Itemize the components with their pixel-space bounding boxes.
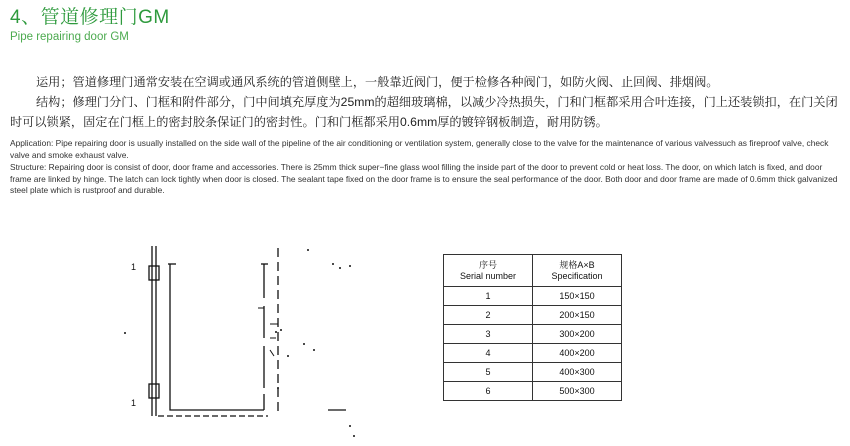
page-title: 4、管道修理门GM [10, 7, 170, 28]
table-row [444, 287, 622, 306]
table-row [444, 344, 622, 363]
spec-cell: 400×300 [533, 363, 622, 382]
table-header-row [444, 255, 622, 287]
serial-cell: 2 [444, 306, 533, 325]
specification-header: 规格A×B Specification [533, 255, 622, 287]
serial-cell: 5 [444, 363, 533, 382]
spec-cell: 200×150 [533, 306, 622, 325]
page-subtitle: Pipe repairing door GM [10, 31, 129, 43]
table-row [444, 363, 622, 382]
drawing-label-top: 1 [131, 262, 137, 272]
serial-cell: 1 [444, 287, 533, 306]
spec-cell: 400×200 [533, 344, 622, 363]
spec-cell: 500×300 [533, 382, 622, 401]
en-structure-paragraph: Structure: Repairing door is consist of door, door frame and accessories. There is 25mm thick super−fine glass wool filling the inside part of the door to prevent cold or heat loss. The door, on which latch is fixed, and door frame are linked by hinge. The latch can lock tightly when door is closed. The sealant tape fixed on the door frame is to ensure the seal performance of the door. Both door and door frame are made of 0.6mm thick galvanized steel plate which is rustproof and durable. [10, 162, 838, 196]
door-section-drawing [118, 238, 368, 443]
serial-cell: 6 [444, 382, 533, 401]
table-row [444, 382, 622, 401]
table-row [444, 306, 622, 325]
serial-cell: 3 [444, 325, 533, 344]
spec-cell: 150×150 [533, 287, 622, 306]
table-row [444, 325, 622, 344]
specification-table [443, 254, 622, 401]
serial-cell: 4 [444, 344, 533, 363]
en-application-paragraph: Application: Pipe repairing door is usually installed on the side wall of the pipeline of the air conditioning or ventilation system, generally close to the valve for the maintenance of various valvessuch as fireproof valve, check valve and smoke exhaust valve. [10, 138, 829, 160]
drawing-label-bottom: 1 [131, 398, 137, 408]
serial-number-header: 序号 Serial number [444, 255, 533, 287]
cn-structure-paragraph: 结构；修理门分门、门框和附件部分，门中间填充厚度为25mm的超细玻璃棉，以减少冷热损失，门和门框都采用合叶连接，门上还装锁扣，在门关闭时可以锁紧，固定在门框上的密封胶条保证门的密封性。门和门框都采用0.6mm厚的镀锌钢板制造，耐用防锈。 [10, 95, 838, 129]
cn-application-paragraph: 运用；管道修理门通常安装在空调或通风系统的管道侧壁上，一般靠近阀门，便于检修各种阀门，如防火阀、止回阀、排烟阀。 [36, 75, 719, 89]
spec-cell: 300×200 [533, 325, 622, 344]
